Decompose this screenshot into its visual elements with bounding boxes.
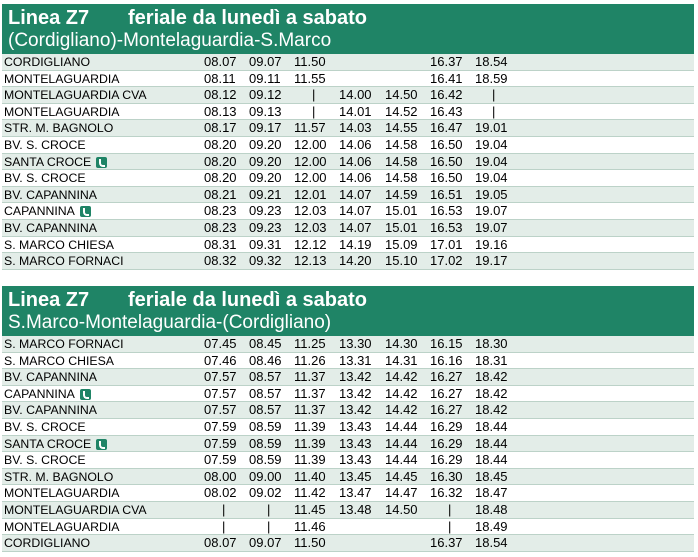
time-cell: 18.31: [475, 352, 508, 368]
stop-name: CORDIGLIANO: [4, 55, 91, 69]
time-cell: 14.44: [385, 435, 418, 451]
time-cell: 08.20: [204, 170, 237, 186]
time-cell: 09.20: [249, 136, 282, 152]
stop-name: MONTELAGUARDIA CVA: [4, 502, 147, 517]
time-cell: 14.45: [385, 468, 418, 484]
time-cell: 18.59: [475, 70, 508, 86]
time-cell: 18.54: [475, 54, 508, 69]
time-cell: 08.59: [249, 435, 282, 451]
time-cell: |: [222, 501, 226, 517]
time-cell: 07.59: [204, 435, 237, 451]
stop-name: STR. M. BAGNOLO: [4, 469, 114, 484]
stop-name: BV. S. CROCE: [4, 171, 86, 186]
time-cell: 13.42: [339, 402, 372, 418]
stop-name: MONTELAGUARDIA CVA: [4, 88, 147, 103]
stop-name: MONTELAGUARDIA: [4, 104, 120, 119]
time-cell: 07.45: [204, 336, 237, 351]
phone-icon: [96, 439, 107, 450]
time-cell: 14.42: [385, 402, 418, 418]
table-row: [2, 87, 694, 104]
time-cell: 11.42: [294, 485, 326, 501]
time-cell: 14.50: [385, 501, 418, 517]
table-row: [2, 170, 694, 187]
time-cell: 14.00: [339, 87, 372, 103]
table-row: [2, 237, 694, 254]
stop-name: CORDIGLIANO: [4, 536, 91, 551]
time-cell: 08.07: [204, 54, 237, 69]
table-row: [2, 436, 694, 453]
time-cell: 13.42: [339, 385, 372, 401]
time-cell: 12.00: [294, 170, 327, 186]
time-cell: 15.01: [385, 219, 418, 235]
time-cell: 15.10: [385, 253, 418, 269]
timetable-return: [2, 286, 694, 552]
phone-icon: [80, 206, 91, 217]
time-cell: 18.30: [475, 336, 508, 351]
time-cell: 11.25: [294, 336, 326, 351]
time-cell: 18.49: [475, 518, 508, 534]
time-cell: 14.42: [385, 385, 418, 401]
time-cell: 08.11: [204, 70, 236, 86]
table-row: [2, 419, 694, 436]
time-cell: 19.04: [475, 170, 508, 186]
table-row: [2, 54, 694, 71]
time-cell: 16.29: [430, 452, 463, 468]
time-cell: 07.46: [204, 352, 237, 368]
time-cell: 19.05: [475, 186, 508, 202]
time-cell: 18.54: [475, 535, 508, 551]
stop-name: CAPANNINA: [4, 204, 75, 219]
time-cell: 14.30: [385, 336, 418, 351]
time-cell: 09.17: [249, 120, 282, 136]
time-cell: 08.23: [204, 219, 237, 235]
table-row: [2, 469, 694, 486]
time-cell: 08.07: [204, 535, 237, 551]
timetable-rows: [2, 54, 694, 270]
stop-name: S. MARCO FORNACI: [4, 337, 124, 351]
time-cell: 13.43: [339, 435, 372, 451]
time-cell: 16.27: [430, 369, 463, 385]
phone-icon: [80, 389, 91, 400]
time-cell: 11.26: [294, 352, 326, 368]
time-cell: 09.31: [249, 236, 282, 252]
time-cell: 08.57: [249, 369, 282, 385]
time-cell: 11.37: [294, 369, 326, 385]
time-cell: 13.47: [339, 485, 372, 501]
time-cell: 08.57: [249, 385, 282, 401]
time-cell: 16.27: [430, 385, 463, 401]
line-name: Linea Z7: [8, 289, 90, 311]
time-cell: 14.20: [339, 253, 372, 269]
table-row: [2, 120, 694, 137]
time-cell: 09.07: [249, 535, 282, 551]
time-cell: 11.46: [294, 518, 326, 534]
table-row: [2, 336, 694, 353]
time-cell: 09.11: [249, 70, 281, 86]
time-cell: |: [222, 518, 226, 534]
time-cell: |: [267, 501, 271, 517]
table-row: [2, 402, 694, 419]
time-cell: |: [448, 518, 452, 534]
time-cell: 16.15: [430, 336, 463, 351]
time-cell: 16.50: [430, 153, 463, 169]
time-cell: 17.02: [430, 253, 463, 269]
time-cell: 16.37: [430, 54, 463, 69]
time-cell: 12.13: [294, 253, 327, 269]
time-cell: 07.57: [204, 385, 237, 401]
time-cell: 14.58: [385, 170, 418, 186]
stop-name: MONTELAGUARDIA: [4, 519, 120, 534]
stop-name: STR. M. BAGNOLO: [4, 121, 114, 136]
stop-name: BV. CAPANNINA: [4, 187, 97, 202]
time-cell: 14.58: [385, 136, 418, 152]
time-cell: 16.32: [430, 485, 463, 501]
stop-name: S. MARCO CHIESA: [4, 237, 115, 252]
time-cell: 16.30: [430, 468, 463, 484]
table-row: [2, 220, 694, 237]
time-cell: |: [448, 501, 452, 517]
stop-name: BV. S. CROCE: [4, 137, 86, 152]
time-cell: 13.43: [339, 418, 372, 434]
stop-name: S. MARCO CHIESA: [4, 353, 115, 368]
route-name: S.Marco-Montelaguardia-(Cordigliano): [8, 312, 332, 333]
time-cell: 16.50: [430, 136, 463, 152]
time-cell: 11.37: [294, 402, 326, 418]
time-cell: 19.17: [475, 253, 508, 269]
table-row: [2, 353, 694, 370]
time-cell: 16.47: [430, 120, 463, 136]
time-cell: 18.47: [475, 485, 508, 501]
time-cell: 15.09: [385, 236, 418, 252]
time-cell: |: [267, 518, 271, 534]
table-row: [2, 535, 694, 552]
time-cell: 18.42: [475, 369, 508, 385]
time-cell: 16.43: [430, 103, 463, 119]
time-cell: 08.00: [204, 468, 237, 484]
time-cell: 14.19: [339, 236, 372, 252]
time-cell: 14.07: [339, 203, 372, 219]
time-cell: |: [492, 103, 496, 119]
time-cell: 08.32: [204, 253, 237, 269]
time-cell: 16.42: [430, 87, 463, 103]
time-cell: 08.59: [249, 452, 282, 468]
stop-name: BV. S. CROCE: [4, 419, 86, 434]
time-cell: 07.57: [204, 402, 237, 418]
stop-name: BV. CAPANNINA: [4, 403, 97, 418]
stop-name: SANTA CROCE: [4, 154, 92, 169]
table-row: [2, 154, 694, 171]
time-cell: 11.55: [294, 70, 326, 86]
stop-name: SANTA CROCE: [4, 436, 92, 451]
time-cell: 08.45: [249, 336, 282, 351]
time-cell: 09.13: [249, 103, 282, 119]
table-row: [2, 137, 694, 154]
time-cell: 12.03: [294, 219, 327, 235]
time-cell: 19.16: [475, 236, 508, 252]
time-cell: 12.12: [294, 236, 327, 252]
table-row: [2, 369, 694, 386]
time-cell: 11.39: [294, 435, 326, 451]
time-cell: 18.44: [475, 452, 508, 468]
time-cell: |: [312, 103, 316, 119]
time-cell: 08.20: [204, 153, 237, 169]
time-cell: 14.50: [385, 87, 418, 103]
time-cell: 09.20: [249, 170, 282, 186]
time-cell: 16.27: [430, 402, 463, 418]
time-cell: 16.50: [430, 170, 463, 186]
time-cell: 19.07: [475, 219, 508, 235]
time-cell: 09.23: [249, 203, 282, 219]
time-cell: 14.03: [339, 120, 372, 136]
table-row: [2, 485, 694, 502]
timetable-header: [2, 4, 694, 54]
stop-name: MONTELAGUARDIA: [4, 71, 120, 86]
stop-name: BV. S. CROCE: [4, 453, 86, 468]
table-row: [2, 502, 694, 519]
time-cell: 19.07: [475, 203, 508, 219]
time-cell: 13.48: [339, 501, 372, 517]
header-title: [8, 286, 694, 312]
time-cell: 07.59: [204, 418, 237, 434]
time-cell: 08.46: [249, 352, 282, 368]
time-cell: 08.21: [204, 186, 237, 202]
time-cell: 12.03: [294, 203, 327, 219]
time-cell: 09.12: [249, 87, 282, 103]
time-cell: 08.31: [204, 236, 237, 252]
time-cell: 16.16: [430, 352, 463, 368]
time-cell: 12.01: [294, 186, 327, 202]
time-cell: |: [312, 87, 316, 103]
time-cell: 14.44: [385, 418, 418, 434]
time-cell: 13.43: [339, 452, 372, 468]
time-cell: 08.12: [204, 87, 237, 103]
time-cell: 07.59: [204, 452, 237, 468]
time-cell: 14.55: [385, 120, 418, 136]
time-cell: 08.57: [249, 402, 282, 418]
line-name: Linea Z7: [8, 7, 90, 29]
table-row: [2, 71, 694, 88]
time-cell: 14.07: [339, 219, 372, 235]
time-cell: 11.50: [294, 54, 326, 69]
timetable-rows: [2, 336, 694, 552]
time-cell: 14.01: [339, 103, 372, 119]
time-cell: 18.44: [475, 435, 508, 451]
route-name: (Cordigliano)-Montelaguardia-S.Marco: [8, 30, 332, 51]
table-row: [2, 253, 694, 270]
time-cell: 19.04: [475, 153, 508, 169]
time-cell: 14.42: [385, 369, 418, 385]
time-cell: 14.31: [385, 352, 418, 368]
time-cell: 08.20: [204, 136, 237, 152]
table-row: [2, 104, 694, 121]
time-cell: |: [492, 87, 496, 103]
time-cell: 19.01: [475, 120, 508, 136]
time-cell: 16.51: [430, 186, 463, 202]
table-row: [2, 386, 694, 403]
time-cell: 11.39: [294, 452, 326, 468]
time-cell: 18.48: [475, 501, 508, 517]
time-cell: 16.53: [430, 203, 463, 219]
service-days: feriale da lunedì a sabato: [128, 289, 367, 311]
time-cell: 09.00: [249, 468, 282, 484]
stop-name: BV. CAPANNINA: [4, 370, 97, 385]
stop-name: MONTELAGUARDIA: [4, 486, 120, 501]
time-cell: 14.59: [385, 186, 418, 202]
table-row: [2, 519, 694, 536]
timetable-outbound: [2, 4, 694, 270]
time-cell: 18.44: [475, 418, 508, 434]
table-row: [2, 187, 694, 204]
time-cell: 09.23: [249, 219, 282, 235]
time-cell: 16.29: [430, 435, 463, 451]
table-row: [2, 203, 694, 220]
time-cell: 17.01: [430, 236, 463, 252]
time-cell: 13.45: [339, 468, 372, 484]
time-cell: 18.45: [475, 468, 508, 484]
time-cell: 08.13: [204, 103, 237, 119]
time-cell: 07.57: [204, 369, 237, 385]
service-days: feriale da lunedì a sabato: [128, 7, 367, 29]
time-cell: 16.29: [430, 418, 463, 434]
time-cell: 09.20: [249, 153, 282, 169]
time-cell: 11.39: [294, 418, 326, 434]
time-cell: 14.52: [385, 103, 418, 119]
time-cell: 14.44: [385, 452, 418, 468]
table-row: [2, 452, 694, 469]
time-cell: 09.32: [249, 253, 282, 269]
stop-name: CAPANNINA: [4, 386, 75, 401]
time-cell: 09.02: [249, 485, 282, 501]
header-title: [8, 4, 694, 30]
time-cell: 15.01: [385, 203, 418, 219]
time-cell: 11.45: [294, 501, 326, 517]
time-cell: 16.41: [430, 70, 463, 86]
time-cell: 11.37: [294, 385, 326, 401]
time-cell: 09.21: [249, 186, 282, 202]
phone-icon: [96, 157, 107, 168]
time-cell: 11.40: [294, 468, 326, 484]
timetable-header: [2, 286, 694, 336]
time-cell: 14.07: [339, 186, 372, 202]
time-cell: 11.57: [294, 120, 326, 136]
time-cell: 08.23: [204, 203, 237, 219]
time-cell: 08.17: [204, 120, 237, 136]
time-cell: 11.50: [294, 535, 326, 551]
time-cell: 18.42: [475, 385, 508, 401]
time-cell: 19.04: [475, 136, 508, 152]
time-cell: 16.53: [430, 219, 463, 235]
time-cell: 13.42: [339, 369, 372, 385]
time-cell: 14.06: [339, 170, 372, 186]
time-cell: 12.00: [294, 136, 327, 152]
stop-name: S. MARCO FORNACI: [4, 254, 124, 269]
stop-name: BV. CAPANNINA: [4, 220, 97, 235]
time-cell: 09.07: [249, 54, 282, 69]
time-cell: 12.00: [294, 153, 327, 169]
time-cell: 14.06: [339, 153, 372, 169]
time-cell: 14.58: [385, 153, 418, 169]
time-cell: 13.30: [339, 336, 372, 351]
time-cell: 16.37: [430, 535, 463, 551]
time-cell: 13.31: [339, 352, 372, 368]
time-cell: 14.47: [385, 485, 418, 501]
time-cell: 18.42: [475, 402, 508, 418]
time-cell: 14.06: [339, 136, 372, 152]
time-cell: 08.02: [204, 485, 237, 501]
time-cell: 08.59: [249, 418, 282, 434]
